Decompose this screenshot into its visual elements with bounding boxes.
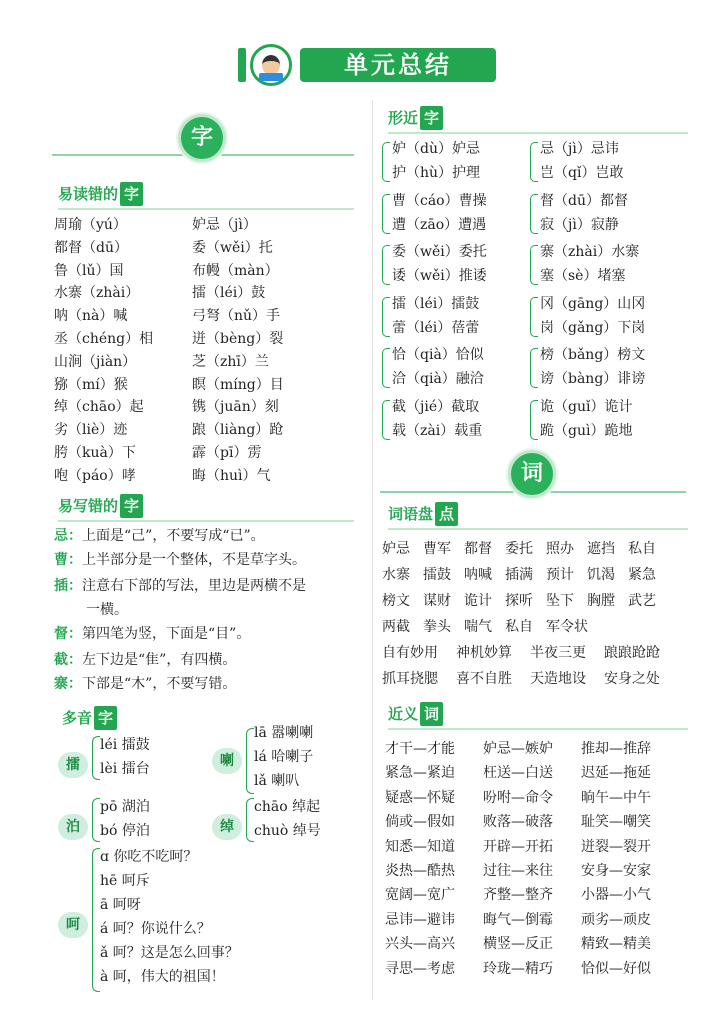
synonym-pair: 枉送—白送: [483, 765, 553, 782]
easy-write-text: 左下边是“隹”，有四横。: [82, 652, 237, 668]
similar-pair-line: 洽（qià）融洽: [392, 371, 484, 387]
similar-title-box: 字: [420, 106, 443, 130]
easy-write-char: 截：: [54, 652, 82, 668]
synonym-pair: 才干—才能: [385, 741, 455, 757]
vocab-row: [382, 642, 678, 664]
easy-read-item: 丞（chéng）相: [54, 331, 154, 347]
easy-read-item: 胯（kuà）下: [54, 445, 136, 461]
easy-read-item: 擂（léi）鼓: [192, 285, 266, 302]
synonym-pair: 玲珑—精巧: [483, 960, 553, 977]
synonym-pair: 顽劣—顽皮: [581, 911, 651, 928]
polyphone-brace: [246, 728, 254, 794]
easy-read-item: 委（wěi）托: [192, 239, 273, 256]
similar-pair-line: 寨（zhài）水寨: [540, 244, 640, 260]
vocab-heading: [388, 502, 458, 526]
synonym-pair: 横竖—反正: [483, 936, 553, 953]
easy-read-item: 猕（mí）猴: [54, 376, 128, 393]
easy-write-note: [54, 598, 354, 622]
easy-read-item: 晦（huì）气: [192, 467, 271, 484]
vocab-word: 诡计: [464, 593, 492, 609]
polyphone-char: 呵: [58, 912, 88, 938]
vocab-word: 委托: [505, 541, 533, 557]
vocab-word: 呐喊: [464, 567, 492, 583]
polyphone-char: 擂: [58, 752, 88, 778]
easy-read-item: 妒忌（jì）: [192, 217, 257, 233]
easy-read-item: 镌（juān）刻: [192, 399, 279, 416]
similar-pair-line: 护（hù）护理: [392, 165, 481, 181]
similar-pair-brace: [382, 400, 390, 440]
vocab-word: 自有妙用: [382, 645, 438, 661]
similar-pair-line: 截（jié）截取: [392, 398, 480, 415]
polyphone-title-box: 字: [94, 706, 117, 730]
vocab-word: 武艺: [628, 593, 656, 609]
synonym-pair: 过往—来往: [483, 863, 553, 879]
vocab-word: 私自: [628, 541, 656, 557]
vocab-word: 胸膛: [587, 593, 615, 609]
easy-write-heading: [58, 494, 143, 518]
easy-write-text: 下部是“木”，不要写错。: [82, 676, 237, 692]
vocab-word: 踉踉跄跄: [604, 645, 660, 661]
student-reading-icon: [250, 44, 292, 86]
vocab-word: 私自: [505, 619, 533, 635]
vocab-word: 安身之处: [604, 671, 660, 687]
synonym-pair: 吩咐—命令: [483, 789, 553, 806]
vocab-row: [382, 590, 669, 612]
similar-pair-brace: [530, 297, 538, 337]
similar-title: 形近: [388, 109, 419, 127]
polyphone-char: 喇: [212, 748, 242, 774]
similar-pair-brace: [382, 194, 390, 234]
synonym-row: [385, 787, 679, 809]
similar-pair-brace: [382, 142, 390, 182]
polyphone-reading: ɑ 你吃不吃呵？: [100, 849, 198, 865]
vocab-word: 两截: [382, 619, 410, 635]
easy-read-item: 霹（pī）雳: [192, 445, 262, 461]
similar-pair-line: 遭（zāo）遭遇: [392, 216, 487, 233]
easy-write-note: [54, 672, 354, 696]
vocab-word: 喜不自胜: [456, 671, 512, 687]
polyphone-brace: [92, 848, 100, 992]
vocab-word: 谋财: [423, 593, 451, 609]
easy-read-item: 布幔（màn）: [192, 262, 279, 279]
words-section-title: 词: [508, 450, 556, 498]
similar-pair-line: 跪（guì）跪地: [540, 422, 633, 439]
polyphone-reading: lá 哈喇子: [254, 749, 314, 765]
similar-pair-brace: [530, 142, 538, 182]
synonym-pair: 知悉—知道: [385, 838, 455, 855]
synonym-pair: 败落—破落: [483, 814, 553, 831]
synonym-row: [385, 762, 679, 784]
synonym-pair: 迸裂—裂开: [581, 838, 651, 855]
vocab-word: 榜文: [382, 593, 410, 609]
vocab-word: 坠下: [546, 593, 574, 609]
easy-read-item: 劣（liè）迹: [54, 422, 128, 439]
similar-pair-brace: [382, 245, 390, 285]
vocab-word: 曹军: [423, 541, 451, 557]
similar-pair-line: 委（wěi）委托: [392, 244, 487, 260]
vocab-word: 遮挡: [587, 541, 615, 557]
synonym-pair: 忌讳—避讳: [385, 911, 455, 928]
polyphone-reading: ǎ 呵？这是怎么回事？: [100, 945, 239, 961]
polyphone-reading: lèi 擂台: [100, 761, 150, 777]
synonym-pair: 开辟—开拓: [483, 838, 553, 855]
vocab-word: 探听: [505, 593, 533, 609]
easy-write-note: [54, 648, 354, 672]
polyphone-reading: chāo 绰起: [254, 799, 321, 815]
similar-pair-brace: [530, 194, 538, 234]
synonym-pair: 兴头—高兴: [385, 936, 455, 953]
synonym-heading: [388, 702, 443, 726]
similar-pair-line: 擂（léi）擂鼓: [392, 295, 480, 312]
vocab-word: 妒忌: [382, 541, 410, 557]
polyphone-title: 多音: [62, 709, 93, 727]
similar-heading: [388, 106, 443, 130]
synonym-row: [385, 958, 679, 980]
similar-pair-line: 诿（wěi）推诿: [392, 268, 487, 284]
easy-read-item: 都督（dū）: [54, 239, 128, 256]
easy-write-note: [54, 574, 354, 598]
similar-pair-brace: [530, 348, 538, 388]
banner-title: 单元总结: [344, 51, 452, 79]
easy-read-heading: [58, 182, 143, 206]
easy-write-title: 易写错的: [58, 497, 119, 515]
similar-pair-line: 塞（sè）堵塞: [540, 268, 626, 284]
synonym-pair: 紧急—紧迫: [385, 765, 455, 782]
easy-read-item: 鲁（lǔ）国: [54, 262, 124, 279]
synonym-pair: 晦气—倒霉: [483, 911, 553, 928]
synonym-row: [385, 860, 679, 882]
polyphone-reading: léi 擂鼓: [100, 737, 150, 753]
polyphone-brace: [92, 798, 100, 842]
vocab-word: 饥渴: [587, 567, 615, 583]
vocab-word: 半夜三更: [530, 645, 586, 661]
similar-pair-line: 曹（cáo）曹操: [392, 192, 487, 209]
easy-write-text: 上面是“己”，不要写成“已”。: [82, 528, 265, 544]
vocab-word: 神机妙算: [456, 645, 512, 661]
vocab-title: 词语盘: [388, 505, 434, 523]
similar-pair-line: 诡（guǐ）诡计: [540, 398, 633, 415]
polyphone-reading: á 呵？你说什么？: [100, 921, 211, 937]
similar-pair-line: 蕾（léi）蓓蕾: [392, 319, 480, 336]
vocab-word: 抓耳挠腮: [382, 671, 438, 687]
similar-pair-brace: [530, 245, 538, 285]
similar-pair-line: 谤（bàng）诽谤: [540, 371, 646, 387]
vocab-row: [382, 668, 678, 690]
synonym-pair: 倘或—假如: [385, 814, 455, 831]
synonym-title: 近义: [388, 705, 419, 723]
polyphone-reading: lǎ 喇叭: [254, 773, 300, 789]
vocab-word: 都督: [464, 541, 492, 557]
easy-read-item: 瞑（míng）目: [192, 376, 284, 393]
easy-write-note: [54, 548, 354, 572]
easy-read-item: 芝（zhī）兰: [192, 353, 269, 370]
synonym-pair: 晌午—中午: [581, 789, 651, 806]
polyphone-reading: chuò 绰号: [254, 823, 321, 839]
easy-write-char: 寨：: [54, 676, 82, 692]
vocab-word: 拳头: [423, 619, 451, 635]
easy-read-item: 绰（chāo）起: [54, 399, 144, 416]
vocab-word: 照办: [546, 541, 574, 557]
easy-read-item: 迸（bèng）裂: [192, 331, 284, 347]
similar-pair-line: 岗（gǎng）下岗: [540, 319, 646, 336]
easy-read-item: 周瑜（yú）: [54, 217, 127, 233]
synonym-pair: 齐整—整齐: [483, 887, 553, 904]
easy-read-title-box: 字: [120, 182, 143, 206]
column-divider: [372, 100, 373, 1000]
vocab-word: 军令状: [546, 619, 588, 635]
polyphone-char: 绰: [212, 814, 242, 840]
easy-write-title-box: 字: [120, 494, 143, 518]
easy-read-item: 水寨（zhài）: [54, 285, 140, 302]
easy-write-note: [54, 622, 354, 646]
easy-write-text: 第四笔为竖，下面是“目”。: [82, 626, 251, 642]
similar-pair-line: 忌（jì）忌讳: [540, 141, 619, 157]
polyphone-char: 泊: [58, 814, 88, 840]
easy-read-title: 易读错的: [58, 185, 119, 203]
vocab-row: [382, 564, 669, 586]
vocab-row: [382, 616, 601, 638]
easy-write-char: 插：: [54, 578, 82, 594]
vocab-word: 预计: [546, 567, 574, 583]
synonym-pair: 炎热—酷热: [385, 863, 455, 879]
similar-pair-brace: [382, 297, 390, 337]
vocab-row: [382, 538, 669, 560]
similar-pair-line: 岂（qǐ）岂敢: [540, 165, 624, 181]
synonym-pair: 迟延—拖延: [581, 765, 651, 782]
synonym-pair: 推却—推辞: [581, 741, 651, 757]
easy-write-char: 忌：: [54, 528, 82, 544]
easy-read-item: 咆（páo）哮: [54, 467, 136, 484]
vocab-word: 紧急: [628, 567, 656, 583]
easy-read-item: 呐（nà）喊: [54, 308, 128, 325]
similar-pair-line: 冈（gāng）山冈: [540, 295, 646, 312]
vocab-word: 喘气: [464, 619, 492, 635]
easy-write-text: 上半部分是一个整体，不是草字头。: [82, 552, 306, 568]
similar-pair-line: 载（zài）载重: [392, 422, 483, 439]
easy-write-text: 注意右下部的写法，里边是两横不是: [82, 578, 306, 594]
polyphone-reading: lā 嚣喇喇: [254, 725, 314, 741]
synonym-pair: 精致—精美: [581, 936, 651, 953]
synonym-row: [385, 933, 679, 955]
easy-read-item: 踉（liàng）跄: [192, 422, 284, 439]
chars-section-title: 字: [178, 114, 226, 162]
vocab-word: 水寨: [382, 567, 410, 583]
polyphone-reading: ā 呵呀: [100, 897, 141, 913]
synonym-row: [385, 884, 679, 906]
synonym-row: [385, 811, 679, 833]
polyphone-reading: bó 停泊: [100, 823, 150, 839]
polyphone-reading: hē 呵斥: [100, 873, 150, 889]
polyphone-heading: [62, 706, 117, 730]
polyphone-reading: à 呵，伟大的祖国！: [100, 969, 225, 985]
synonym-pair: 安身—安家: [581, 863, 651, 879]
banner-left-mark: [238, 48, 246, 82]
vocab-word: 擂鼓: [423, 567, 451, 583]
similar-pair-line: 榜（bǎng）榜文: [540, 347, 646, 363]
similar-pair-line: 督（dū）都督: [540, 192, 628, 209]
synonym-pair: 恰似—好似: [581, 960, 651, 977]
easy-write-char: 督：: [54, 626, 82, 642]
synonym-pair: 宽阔—宽广: [385, 887, 455, 904]
easy-write-note: [54, 524, 354, 548]
similar-pair-line: 恰（qià）恰似: [392, 347, 484, 363]
polyphone-brace: [92, 736, 100, 780]
polyphone-brace: [246, 798, 254, 842]
polyphone-reading: pō 湖泊: [100, 799, 150, 815]
synonym-row: [385, 738, 679, 760]
vocab-word: 插满: [505, 567, 533, 583]
synonym-pair: 耻笑—嘲笑: [581, 814, 651, 831]
synonym-title-box: 词: [420, 702, 443, 726]
vocab-title-box: 点: [435, 502, 458, 526]
easy-write-text: 一横。: [86, 602, 128, 618]
similar-pair-line: 寂（jì）寂静: [540, 216, 619, 233]
synonym-pair: 疑惑—怀疑: [385, 789, 455, 806]
synonym-pair: 寻思—考虑: [385, 960, 455, 977]
synonym-pair: 小器—小气: [581, 887, 651, 904]
synonym-row: [385, 836, 679, 858]
similar-pair-brace: [530, 400, 538, 440]
similar-pair-brace: [382, 348, 390, 388]
similar-pair-line: 妒（dù）妒忌: [392, 141, 480, 157]
vocab-word: 天造地设: [530, 671, 586, 687]
synonym-pair: 妒忌—嫉妒: [483, 741, 553, 757]
synonym-row: [385, 909, 679, 931]
easy-write-char: 曹：: [54, 552, 82, 568]
unit-summary-banner: [238, 44, 498, 86]
easy-read-item: 山涧（jiàn）: [54, 353, 137, 370]
easy-read-item: 弓弩（nǔ）手: [192, 308, 281, 325]
